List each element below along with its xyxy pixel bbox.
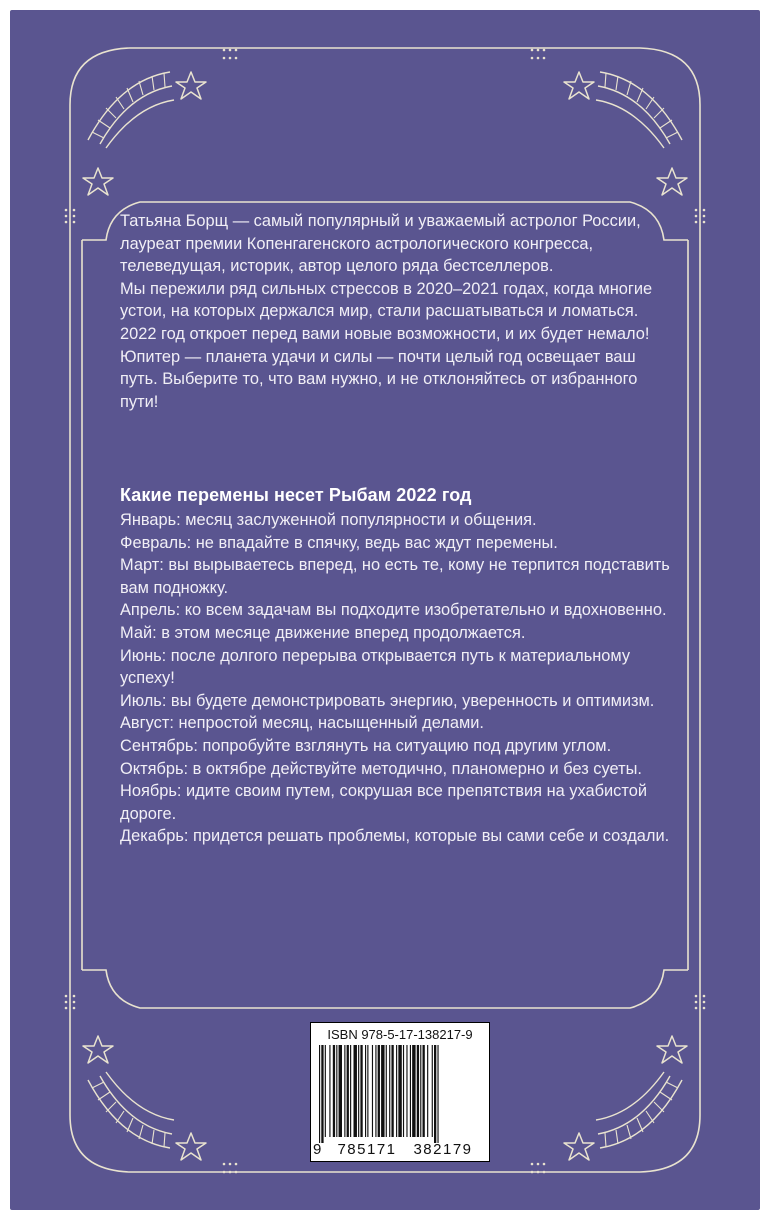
star-icon xyxy=(83,1036,113,1063)
star-icon xyxy=(657,168,687,195)
barcode-bar xyxy=(360,1045,362,1137)
barcode-bar xyxy=(417,1045,419,1137)
month-item: Март: вы вырываетесь вперед, но есть те, кому не терпится подставить вам подножку. xyxy=(120,556,670,597)
star-icon xyxy=(564,72,594,99)
barcode-bar xyxy=(344,1045,345,1137)
month-item: Январь: месяц заслуженной популярности и общения. xyxy=(120,511,537,529)
month-item: Декабрь: придется решать проблемы, которые вы сами себе и создали. xyxy=(120,827,670,846)
barcode-bar xyxy=(398,1045,401,1137)
barcode-bar xyxy=(336,1045,337,1137)
barcode-bar xyxy=(358,1045,359,1137)
month-item: Октябрь: в октябре действуйте методично, планомерно и без суеты. xyxy=(120,759,642,778)
barcode-bar xyxy=(354,1045,357,1137)
barcode-digits-left: 785171 xyxy=(337,1141,397,1158)
barcode-digits-right: 382179 xyxy=(413,1141,473,1158)
sun-ornament-icon xyxy=(88,72,174,148)
star-icon xyxy=(657,1036,687,1063)
barcode-bar xyxy=(406,1045,407,1137)
month-item: Июнь: после долгого перерыва открывается путь к материальному успеху! xyxy=(120,646,631,688)
intro-paragraph: Мы пережили ряд сильных стрессов в 2020–2021 годах, когда многие устои, на которых держался мир, стали расшатываться и ломаться. xyxy=(120,279,653,321)
sun-ornament-icon xyxy=(596,72,682,148)
barcode-bar xyxy=(381,1045,384,1137)
barcode-bar xyxy=(372,1045,373,1137)
isbn-barcode xyxy=(310,1022,490,1162)
barcode-digits xyxy=(313,1141,487,1158)
barcode-bar xyxy=(396,1045,397,1137)
barcode-bar xyxy=(325,1045,326,1137)
month-item: Август: непростой месяц, насыщенный делами. xyxy=(120,714,484,733)
barcode-bar xyxy=(347,1045,349,1137)
star-icon xyxy=(176,72,206,99)
barcode-bar xyxy=(420,1045,421,1137)
star-icon xyxy=(83,168,113,195)
month-item: Апрель: ко всем задачам вы подходите изобретательно и вдохновенно. xyxy=(120,601,667,620)
barcode-bar xyxy=(333,1045,335,1137)
month-item: Май: в этом месяце движение вперед продолжается. xyxy=(120,623,526,642)
book-back-cover xyxy=(10,10,760,1210)
month-item: Сентябрь: попробуйте взглянуть на ситуацию под другим углом. xyxy=(120,736,612,755)
barcode-bar xyxy=(375,1045,376,1137)
intro-text xyxy=(120,210,660,413)
month-item: Июль: вы будете демонстрировать энергию, уверенность и оптимизм. xyxy=(120,691,655,710)
intro-paragraph: Татьяна Борщ — самый популярный и уважаемый астролог России, лауреат премии Копенгагенского астрологического конгресса, телеведущая, историк, автор целого ряда бестселлеров. xyxy=(120,212,641,276)
barcode-bar xyxy=(389,1045,390,1137)
intro-paragraph: 2022 год откроет перед вами новые возможности, и их будет немало! Юпитер — планета удачи и силы — почти целый год освещает ваш путь. Выберите то, что вам нужно, и не отклоняйтесь от избранного пути! xyxy=(120,324,650,411)
barcode-bar xyxy=(427,1045,428,1137)
dot-row xyxy=(223,49,238,60)
sun-ornament-icon xyxy=(596,1072,682,1148)
barcode-bar xyxy=(412,1045,415,1137)
barcode-digit-first: 9 xyxy=(313,1141,322,1158)
barcode-bar xyxy=(410,1045,411,1137)
barcode-bar xyxy=(378,1045,380,1137)
barcode-bar xyxy=(367,1045,368,1137)
barcode-bar xyxy=(319,1045,320,1143)
barcode-bar xyxy=(403,1045,404,1137)
star-icon xyxy=(564,1133,594,1160)
month-item: Ноябрь: идите своим путем, сокрушая все препятствия на ухабистой дороге. xyxy=(120,782,647,823)
barcode-bar xyxy=(437,1045,438,1143)
barcode-bar xyxy=(350,1045,351,1137)
sun-ornament-icon xyxy=(88,1072,174,1148)
barcode-bar xyxy=(329,1045,330,1137)
month-item: Февраль: не впадайте в спячку, ведь вас ждут перемены. xyxy=(120,533,558,552)
section-heading: Какие перемены несет Рыбам 2022 год xyxy=(120,485,472,505)
barcode-bar xyxy=(423,1045,425,1137)
barcode-bar xyxy=(391,1045,393,1137)
barcode-bar xyxy=(365,1045,366,1137)
barcode-bar xyxy=(432,1045,433,1137)
barcode-bar xyxy=(321,1045,323,1143)
isbn-label: ISBN 978-5-17-138217-9 xyxy=(327,1027,473,1042)
barcode-bar xyxy=(434,1045,436,1143)
barcode-bars xyxy=(319,1045,481,1143)
barcode-bar xyxy=(339,1045,342,1137)
star-icon xyxy=(176,1133,206,1160)
month-forecast-list xyxy=(120,509,680,848)
barcode-bar xyxy=(386,1045,387,1137)
